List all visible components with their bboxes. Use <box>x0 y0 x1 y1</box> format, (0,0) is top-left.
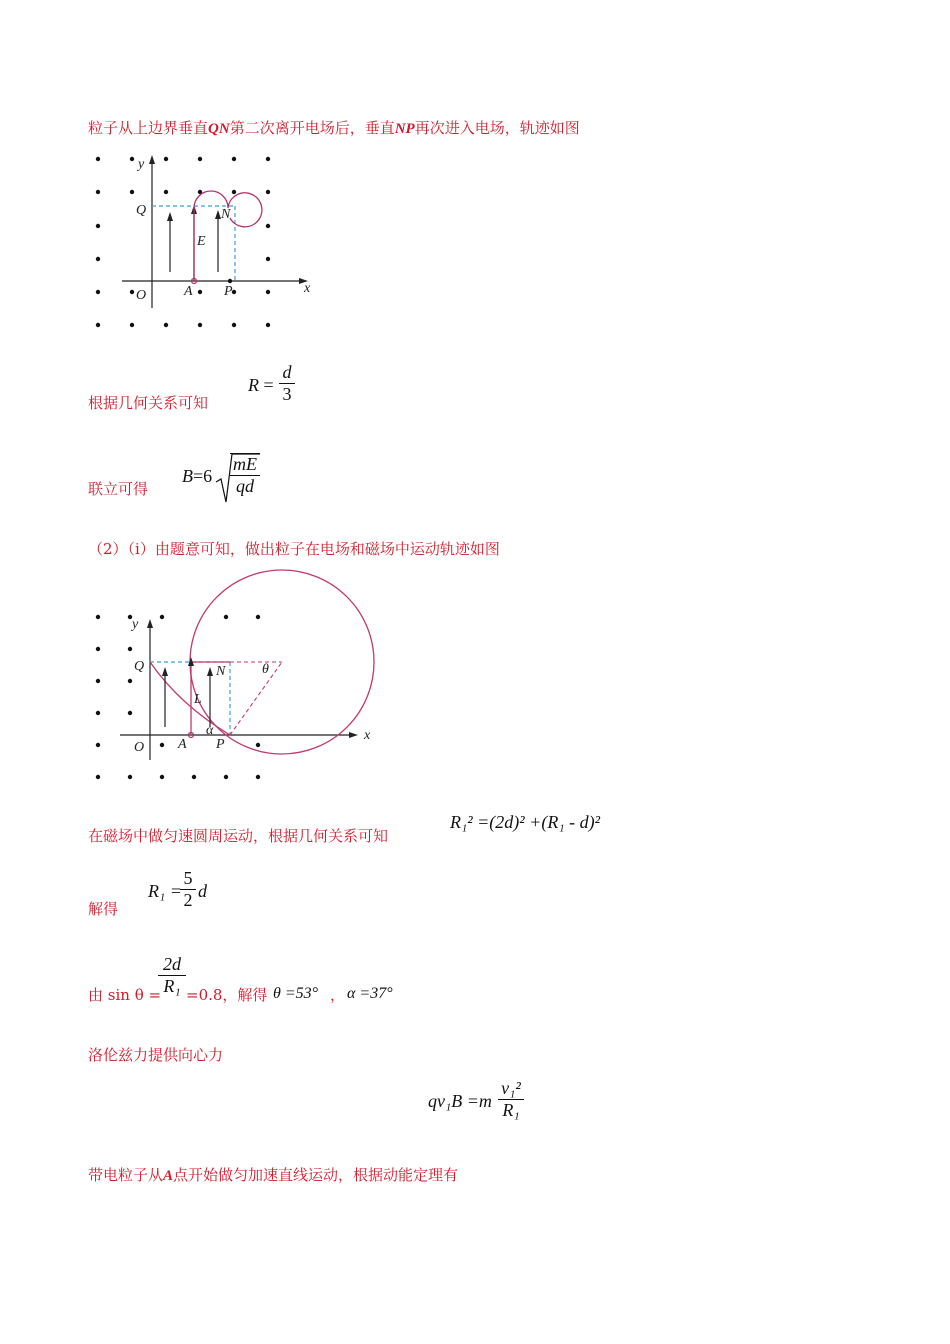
paragraph-line-5: 在磁场中做匀速圆周运动，根据几何关系可知 <box>88 827 389 845</box>
fig1-label-x: x <box>304 281 311 296</box>
equation-b-fraction: $\frac{mE}{qd}$ <box>230 453 260 497</box>
paragraph-line-3: 联立可得 <box>88 480 149 498</box>
fig2-label-n: N <box>216 664 226 679</box>
fig1-label-e: E <box>197 234 206 249</box>
fig2-label-q: Q <box>134 659 145 674</box>
paragraph-line-1: 粒子从上边界垂直QN第二次离开电场后，垂直NP再次进入电场，轨迹如图 <box>88 119 580 137</box>
equation-theta: θ =53° <box>273 985 319 1002</box>
equation-b: B=6 <box>182 466 213 486</box>
figure-2-trajectory <box>90 565 380 780</box>
fig2-label-alpha: α <box>206 723 214 738</box>
fig2-label-p: P <box>216 737 225 752</box>
separator: ， <box>330 986 346 1004</box>
fig1-label-p: P <box>224 284 233 299</box>
equation-r-fraction: $\frac{d}{3}$ <box>279 362 295 405</box>
paragraph-line-4: （2）（i）由题意可知，做出粒子在电场和磁场中运动轨迹如图 <box>88 540 500 558</box>
fig1-label-n: N <box>221 207 231 222</box>
figure-1-trajectory <box>90 150 330 340</box>
paragraph-line-10: 带电粒子从A点开始做匀加速直线运动，根据动能定理有 <box>88 1166 459 1184</box>
fig1-label-a: A <box>184 284 193 299</box>
fig1-label-y: y <box>138 157 145 172</box>
paragraph-line-6: 解得 <box>88 900 119 918</box>
equation-lorentz: qv₁B =m <box>428 1091 492 1111</box>
equation-r1-fraction: $\frac{5}{2}$ <box>180 868 196 911</box>
fig2-label-a: A <box>178 737 187 752</box>
equation-r1-result: R₁ = <box>148 881 182 901</box>
fig1-label-o: O <box>136 288 147 303</box>
fig2-label-theta: θ <box>262 662 269 677</box>
fig2-label-y: y <box>132 617 139 632</box>
fig2-label-l: L <box>194 692 202 707</box>
fig2-label-o: O <box>134 740 145 755</box>
equation-r: R = <box>248 375 274 395</box>
equation-r1: R₁² =(2d)² +(R₁ - d)² <box>450 812 600 832</box>
equation-sin-fraction: $\frac{2d}{\text{R₁}}$ <box>158 954 186 997</box>
paragraph-line-2: 根据几何关系可知 <box>88 394 209 412</box>
equation-alpha: α =37° <box>347 985 393 1002</box>
equation-lorentz-fraction: $\frac{\text{v₁²}}{\text{R₁}}$ <box>498 1078 524 1121</box>
fig2-label-x: x <box>364 728 371 743</box>
fig1-label-q: Q <box>136 203 147 218</box>
paragraph-line-7b: =0.8，解得 <box>186 986 268 1004</box>
paragraph-line-7a: 由 sin θ = <box>88 986 162 1004</box>
equation-r1-tail: d <box>198 881 207 901</box>
paragraph-line-8: 洛伦兹力提供向心力 <box>88 1046 224 1064</box>
